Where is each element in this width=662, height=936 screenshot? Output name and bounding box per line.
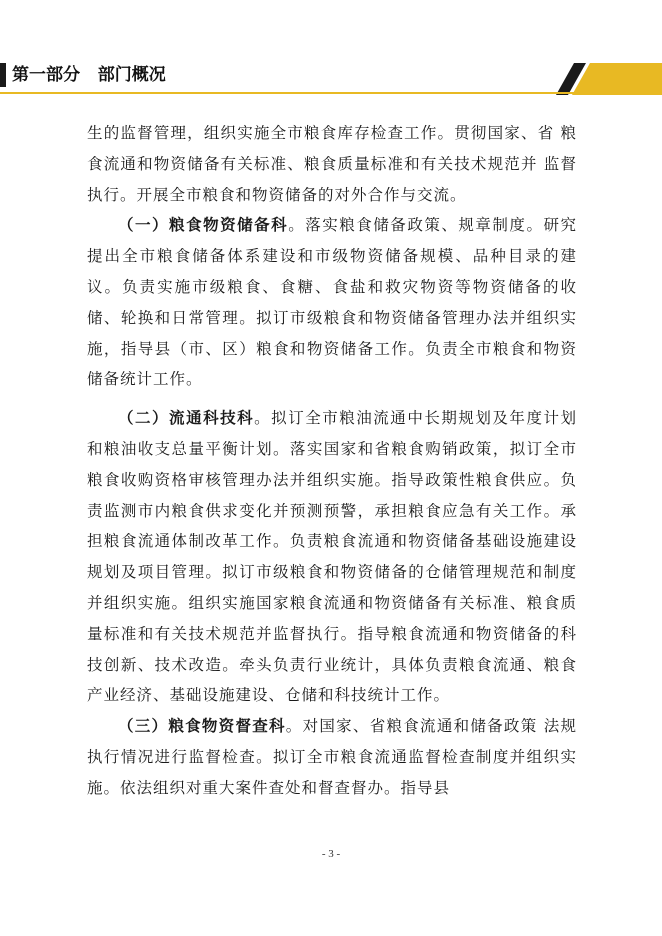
section-heading: （二）流通科技科 <box>118 409 255 428</box>
document-body <box>87 118 577 804</box>
section-header <box>0 56 662 96</box>
intro-paragraph: 生的监督管理，组织实施全市粮食库存检查工作。贯彻国家、省 粮食流通和物资储备有关标准、粮食质量标准和有关技术规范并 监督执行。开展全市粮食和物资储备的对外合作与交流。 <box>87 124 577 204</box>
header-title: 第一部分 部门概况 <box>12 65 166 85</box>
section-paragraph <box>87 210 577 395</box>
header-marker <box>0 63 6 87</box>
section-body: 。落实粮食储备政策、规章制度。研究提出全市粮食储备体系建设和市级物资储备规模、品种目录的建议。负责实施市级粮食、食糖、食盐和救灾物资等物资储备的收储、轮换和日常管理。拟订市级粮食和物资储备管理办法并组织实施，指导县（市、区）粮食和物资储备工作。负责全市粮食和物资储备统计工作。 <box>87 216 577 389</box>
page-number: - 3 - <box>321 848 341 860</box>
header-decoration <box>542 61 662 95</box>
section-paragraph <box>87 403 577 711</box>
section-body: 。拟订全市粮油流通中长期规划及年度计划和粮油收支总量平衡计划。落实国家和省粮食购销政策，拟订全市粮食收购资格审核管理办法并组织实施。指导政策性粮食供应。负责监测市内粮食供求变化并预测预警，承担粮食应急有关工作。承担粮食流通体制改革工作。负责粮食流通和物资储备基础设施建设规划及项目管理。拟订市级粮食和物资储备的仓储管理规范和制度并组织实施。组织实施国家粮食流通和物资储备有关标准、粮食质量标准和有关技术规范并监督执行。指导粮食流通和物资储备的科技创新、技术改造。牵头负责行业统计，具体负责粮食流通、粮食产业经济、基础设施建设、仓储和科技统计工作。 <box>87 409 577 705</box>
section-paragraph <box>87 711 577 803</box>
header-rule <box>0 92 662 94</box>
section-heading: （三）粮食物资督查科 <box>118 717 286 736</box>
paragraph-gap <box>87 395 577 403</box>
section-body: 。对国家、省粮食流通和储备政策 法规执行情况进行监督检查。拟订全市粮食流通监督检查制度并组织实施。依法组织对重大案件查处和督查督办。指导县 <box>87 717 577 797</box>
section-heading: （一）粮食物资储备科 <box>118 216 289 235</box>
